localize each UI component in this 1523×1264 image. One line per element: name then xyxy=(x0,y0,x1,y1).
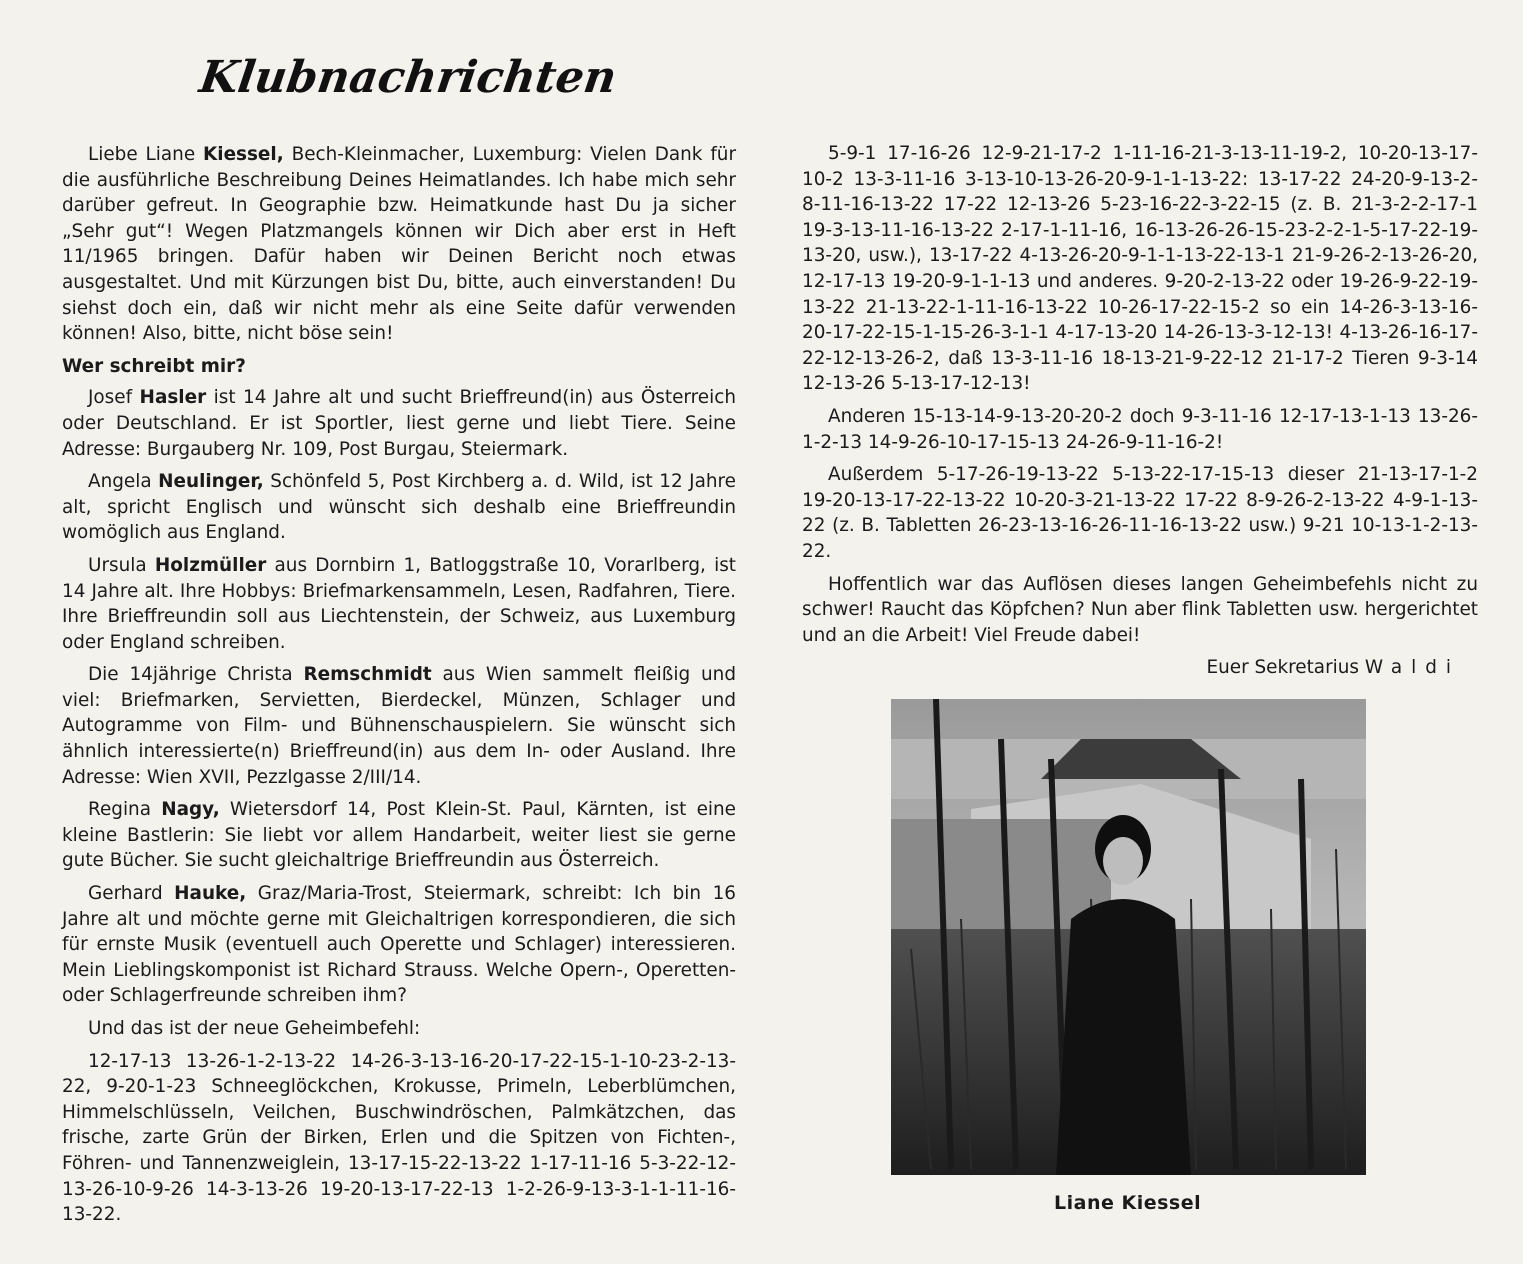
paragraph-geheimbefehl-intro: Und das ist der neue Geheimbefehl: xyxy=(88,1018,421,1039)
text: Angela xyxy=(88,471,159,493)
text: aus Dornbirn 1, Batloggstraße 10, Vorarlberg, ist 14 Jahre alt. Ihre Hobbys: Briefmarkensammeln, Lesen, Radfahren, Tiere. Ihre Brieffreundin soll aus Liechtenstein, der Schweiz, aus Luxemburg oder England schreiben. xyxy=(62,554,736,653)
paragraph-geheimbefehl-part3: Anderen 15-13-14-9-13-20-20-2 doch 9-3-11-16 12-17-13-1-13 13-26-1-2-13 14-9-26-10-17-15-13 24-26-9-11-16-2! xyxy=(802,405,1478,453)
text: Regina xyxy=(88,799,162,821)
name-bold: Neulinger, xyxy=(158,471,264,493)
text: Graz/Maria-Trost, Steiermark, schreibt: Ich bin 16 Jahre alt und möchte gerne mit Gleichaltrigen korrespondieren, die sich für ernste Musik (eventuell auch Operette und Schlager) interessieren. Mein Lieblingskomponist ist Richard Strauss. Welche Opern-, Operetten- oder Schlagerfreunde schreiben ihm? xyxy=(62,883,736,1007)
text: Schönfeld 5, Post Kirchberg a. d. Wild, ist 12 Jahre alt, spricht Englisch und wünscht sich deshalb eine Brieffreundin womöglich aus England. xyxy=(62,471,736,544)
text: Gerhard xyxy=(88,883,175,905)
name-bold: Hasler xyxy=(139,387,207,409)
paragraph-holzmueller xyxy=(62,553,736,655)
right-column xyxy=(802,141,1478,681)
text: Bech-Kleinmacher, Luxemburg: Vielen Dank für die ausführliche Beschreibung Deines Heimatlandes. Ich habe mich sehr darüber gefreut. In Geographie bzw. Heimatkunde hast Du ja sicher „Sehr gut“! Wegen Platzmangels können wir Dich aber erst in Heft 11/1965 bringen. Dafür haben wir Deinen Bericht noch etwas ausgestaltet. Und mit Kürzungen bist Du, bitte, auch einverstanden! Du siehst doch ein, daß wir nicht mehr als eine Seite dafür verwenden können! Also, bitte, nicht böse sein! xyxy=(62,144,737,345)
photo-caption: Liane Kiessel xyxy=(1054,1192,1202,1214)
text: aus Wien sammelt fleißig und viel: Briefmarken, Servietten, Bierdeckel, Münzen, Schlager und Autogramme von Film- und Bühnenschauspielern. Sie wünscht sich ähnlich interessierte(n) Brieffreund(in) aus dem In- oder Ausland. Ihre Adresse: Wien XVII, Pezzlgasse 2/III/14. xyxy=(62,664,736,788)
name-bold: Kiessel, xyxy=(203,144,284,165)
text: Ursula xyxy=(88,554,155,576)
name-bold: Holzmüller xyxy=(154,554,267,576)
signature xyxy=(802,655,1478,681)
name-bold: Nagy, xyxy=(161,799,220,821)
text: Josef xyxy=(88,387,140,409)
text: ist 14 Jahre alt und sucht Brieffreund(in) aus Österreich oder Deutschland. Er ist Sportler, liest gerne und liebt Tiere. Seine Adresse: Burgauberg Nr. 109, Post Burgau, Steiermark. xyxy=(62,387,736,460)
paragraph-neulinger xyxy=(62,469,736,546)
paragraph-hasler xyxy=(62,385,736,462)
left-column xyxy=(62,142,736,1235)
signature-prefix: Euer Sekretarius xyxy=(1206,657,1365,679)
paragraph-remschmidt xyxy=(62,662,736,790)
paragraph-hauke xyxy=(62,881,736,1009)
signature-name: Waldi xyxy=(1364,657,1460,679)
text: Wietersdorf 14, Post Klein-St. Paul, Kärnten, ist eine kleine Bastlerin: Sie liebt vor allem Handarbeit, weiter liest sie gerne gute Bücher. Sie sucht gleichaltrige Brieffreundin aus Österreich. xyxy=(62,799,736,872)
page-title: Klubnachrichten xyxy=(196,52,620,103)
text: Liebe Liane xyxy=(88,144,204,165)
name-bold: Hauke, xyxy=(174,883,247,905)
paragraph-kiessel xyxy=(62,142,736,347)
portrait-photo xyxy=(891,699,1366,1175)
paragraph-closing: Hoffentlich war das Auflösen dieses langen Geheimbefehls nicht zu schwer! Raucht das Köpfchen? Nun aber flink Tabletten usw. hergerichtet und an die Arbeit! Viel Freude dabei! xyxy=(802,573,1478,646)
name-bold: Remschmidt xyxy=(303,664,432,686)
photo-illustration xyxy=(891,699,1366,1175)
paragraph-geheimbefehl-part1: 12-17-13 13-26-1-2-13-22 14-26-3-13-16-20-17-22-15-1-10-23-2-13-22, 9-20-1-23 Schneeglöckchen, Krokusse, Primeln, Leberblümchen, Himmelschlüsseln, Veilchen, Buschwindröschen, Palmkätzchen, das frische, zarte Grün der Birken, Erlen und die Spitzen von Fichten-, Föhren- und Tannenzweiglein, 13-17-15-22-13-22 1-17-11-16 5-3-22-12-13-26-10-9-26 14-3-13-26 19-20-13-17-22-13 1-2-26-9-13-3-1-1-11-16-13-22. xyxy=(62,1050,736,1226)
text: Die 14jährige Christa xyxy=(88,664,304,686)
paragraph-geheimbefehl-part4: Außerdem 5-17-26-19-13-22 5-13-22-17-15-13 dieser 21-13-17-1-2 19-20-13-17-22-13-22 10-20-3-21-13-22 17-22 8-9-26-2-13-22 4-9-1-13-22 (z. B. Tabletten 26-23-13-16-26-11-16-13-22 usw.) 9-21 10-13-1-2-13-22. xyxy=(802,464,1478,562)
paragraph-geheimbefehl-part2: 5-9-1 17-16-26 12-9-21-17-2 1-11-16-21-3-13-11-19-2, 10-20-13-17-10-2 13-3-11-16 3-13-10-13-26-20-9-1-1-13-22: 13-17-22 24-20-9-13-2-8-11-16-13-22 17-22 12-13-26 5-23-16-22-3-22-15 (z. B. 21-3-2-2-17-1 19-3-13-11-16-13-22 2-17-1-11-16, 16-13-26-26-15-23-2-2-1-5-17-22-19-13-20, usw.), 13-17-22 4-13-26-20-9-1-1-13-22-13-1 21-9-26-2-13-26-20, 12-17-13 19-20-9-1-1-13 und anderes. 9-20-2-13-22 oder 19-26-9-22-19-13-22 21-13-22-1-11-16-13-22 10-26-17-22-15-2 so ein 14-26-3-13-16-20-17-22-15-1-15-26-3-1-1 4-17-13-20 14-26-13-3-12-13! 4-13-26-16-17-22-12-13-26-2, daß 13-3-11-16 18-13-21-9-22-12 21-17-2 Tieren 9-3-14 12-13-26 5-13-17-12-13! xyxy=(802,143,1478,395)
paragraph-nagy xyxy=(62,797,736,874)
section-heading: Wer schreibt mir? xyxy=(62,355,246,377)
